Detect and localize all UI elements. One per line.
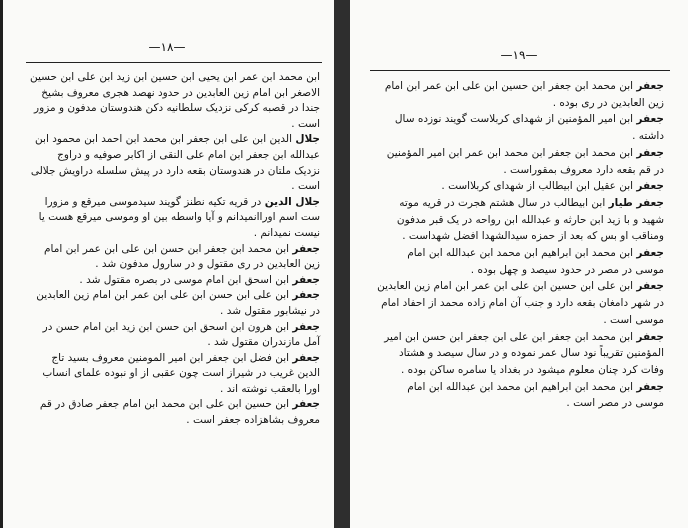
page-edge — [0, 0, 3, 528]
paragraph — [376, 329, 664, 379]
entry-text: ابن محمد ابن جعفر ابن حسین ابن علی ابن عمر ابن امام زین العابدین در ری بوده . — [384, 80, 664, 109]
entry-name: جلال الدین — [264, 195, 320, 208]
paragraph — [30, 320, 320, 351]
entry-name: جعفر — [636, 180, 664, 193]
entry-name: جعفر — [636, 330, 664, 343]
entry-name: جعفر — [292, 320, 320, 333]
entry-text: ابن حسین ابن علی ابن محمد ابن امام جعفر صادق در قم معروف بشاهزاده جعفر است . — [39, 398, 320, 427]
paragraph — [376, 145, 664, 178]
entry-name: جعفر — [292, 242, 320, 255]
entry-name: جعفر — [292, 398, 320, 411]
entry-text: ابن محمد ابن ابراهیم ابن محمد ابن عبدالله ابن امام موسی در مصر است . — [407, 380, 664, 410]
entry-text: ابن محمد ابن عمر ابن یحیی ابن حسین ابن زید ابن علی ابن حسین الاصغر ابن امام زین العابدین در حدود نهصد هجری معروف بشیخ جندا در قصبه کرکی نزدیک سلطانیه دکن هندوستان مدفون و مزور است . — [30, 71, 320, 130]
paragraph — [376, 195, 664, 245]
entry-name: جعفر — [636, 280, 664, 293]
entry-text: ابن علی ابن حسن ابن علی ابن عمر ابن امام زین العابدین در نیشابور مقتول شد . — [36, 289, 320, 317]
entry-name: جعفر — [292, 351, 320, 364]
entry-text: ابن اسحق ابن امام موسی در بصره مقتول شد . — [79, 273, 293, 286]
entry-text: در قریه تکیه نطنز گویند سیدموسی میرقع و مزورا ست اسم اوراانمیدانم و آیا واسطه بین او وموسی میرقع هست یا نیست نمیدانم . — [38, 195, 320, 239]
entry-text: ابن امیر المؤمنین از شهدای کربلاست گویند نوزده سال داشته . — [394, 113, 664, 143]
page-number-left: —١٨— — [148, 40, 186, 54]
paragraph — [30, 242, 320, 273]
paragraph — [376, 278, 664, 328]
paragraph — [376, 178, 664, 195]
entry-text: ابن محمد ابن جعفر ابن علی ابن جعفر ابن حسن ابن امیر المؤمنین تقریباً نود سال عمر نموده و در سال سیصد و هشتاد وفات کرد چنان معلوم میشود در بغداد یا سامره ساکن بوده . — [384, 330, 664, 376]
entry-text: ابن عقیل ابن ابیطالب از شهدای کربلااست . — [441, 180, 637, 193]
right-page-text — [376, 78, 664, 412]
page-gutter — [334, 0, 350, 528]
entry-name: جعفر — [636, 113, 664, 126]
entry-text: ابن ابیطالب در سال هشتم هجرت در قریه موته شهید و با زید ابن حارثه و عبدالله ابن رواحه در یک قبر مدفون ومناقب او بس که بعد از حمزه سیدالشهدا افضل شهداست . — [396, 196, 664, 243]
paragraph — [376, 379, 664, 412]
left-page — [0, 0, 334, 528]
paragraph — [376, 78, 664, 111]
entry-text: ابن محمد ابن جعفر ابن حسن ابن علی ابن عمر ابن امام زین العابدین در ری مقتول و در سارول مدفون شد . — [44, 242, 320, 271]
entry-name: جعفر طیار — [608, 196, 664, 209]
entry-name: جعفر — [636, 80, 664, 92]
paragraph — [30, 397, 320, 428]
entry-text: ابن هرون ابن اسحق ابن حسن ابن زید ابن امام حسن در آمل مازندران مقتول شد . — [42, 320, 320, 349]
header-rule-left — [26, 62, 322, 63]
entry-text: ابن محمد ابن ابراهیم ابن محمد ابن عبدالله ابن امام موسی در مصر در حدود سیصد و چهل بوده . — [407, 247, 664, 276]
paragraph — [30, 288, 320, 319]
entry-text: ابن فضل ابن جعفر ابن امیر المومنین معروف بسید تاج الدین غریب در شیراز است چون عقبی از او نبوده علمای انساب اورا بالعقب نوشته اند . — [42, 351, 320, 395]
right-page — [350, 0, 688, 528]
left-page-text — [30, 70, 320, 429]
entry-text: ابن محمد ابن جعفر ابن محمد ابن عمر ابن امیر المؤمنین در قم بقعه دارد معروف بمقوراست . — [386, 146, 664, 176]
page-number-right: —١٩— — [500, 48, 538, 62]
paragraph — [376, 245, 664, 278]
entry-name: جعفر — [292, 273, 320, 286]
paragraph — [30, 273, 320, 289]
entry-name: جعفر — [636, 247, 664, 260]
entry-text: ابن علی ابن حسین ابن علی ابن عمر ابن امام زین العابدین در شهر دامغان بقعه دارد و جنب آن امام زاده محمد از احفاد امام موسی است . — [377, 280, 664, 326]
paragraph — [376, 111, 664, 144]
entry-name: جعفر — [636, 146, 664, 159]
header-rule-right — [370, 70, 670, 71]
paragraph — [30, 351, 320, 398]
entry-name: جلال — [295, 133, 320, 146]
paragraph — [30, 195, 320, 242]
entry-name: جعفر — [292, 289, 320, 302]
entry-name: جعفر — [636, 380, 664, 393]
entry-text: الدین ابن علی ابن جعفر ابن محمد ابن احمد ابن محمود ابن عبدالله ابن جعفر ابن امام علی النقی از اکابر صوفیه و دراوج نزدیک ملتان در هندوستان بقعه دارد در پیش سلسله دراویش جلالی است . — [30, 133, 320, 193]
paragraph — [30, 132, 320, 194]
paragraph — [30, 70, 320, 132]
